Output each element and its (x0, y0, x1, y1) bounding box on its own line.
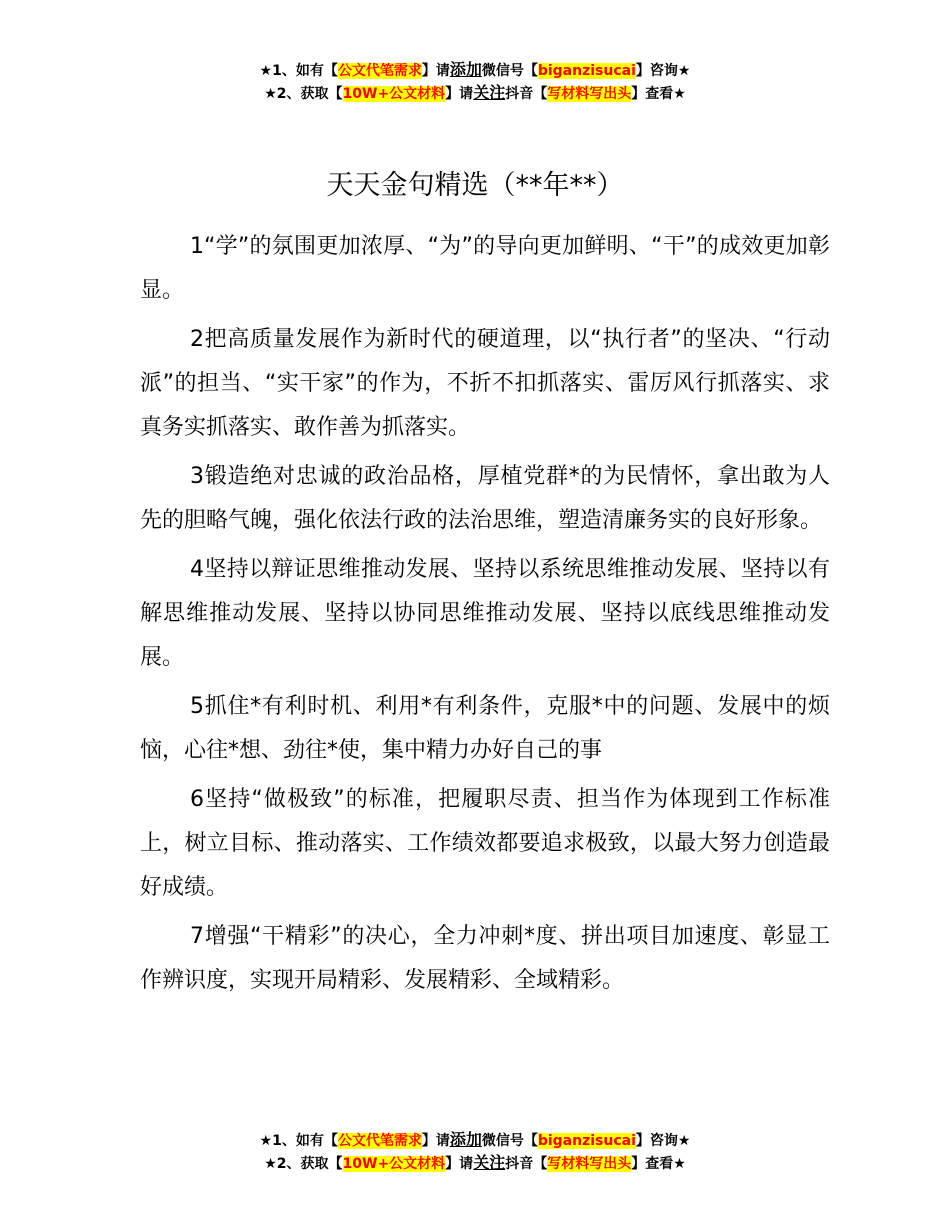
paragraph-7: 7增强“干精彩”的决心，全力冲刺*度、拼出项目加速度、彰显工作辨识度，实现开局精彩、发展精彩、全域精彩。 (140, 924, 830, 993)
banner-highlight: 公文代笔需求 (337, 1133, 422, 1149)
footer-line-1 (0, 1129, 950, 1152)
banner-text: 】咨询★ (635, 1133, 691, 1149)
banner-text: ★2、获取【 (264, 86, 343, 102)
banner-highlight: 写材料写出头 (547, 86, 632, 102)
banner-text: 微信号【 (481, 63, 538, 79)
banner-underlined-text: 关注 (473, 1153, 506, 1172)
banner-highlight: 写材料写出头 (547, 1156, 632, 1172)
paragraph-5: 5抓住*有利时机、利用*有利条件，克服*中的问题、发展中的烦恼，心往*想、劲往*使，集中精力办好自己的事 (140, 694, 830, 763)
banner-text: 】请 (445, 1156, 474, 1172)
footer-line-2 (0, 1152, 950, 1175)
banner-text: 】请 (421, 63, 450, 79)
banner-line-1 (0, 59, 950, 82)
banner-underlined-text: 添加 (449, 1130, 482, 1149)
banner-text: 】查看★ (631, 86, 686, 102)
document-body (140, 225, 830, 1008)
banner-text: ★1、如有【 (259, 63, 338, 79)
banner-highlight: biganzisucai (537, 1133, 636, 1149)
banner-text: 】请 (445, 86, 474, 102)
banner-text: 】请 (421, 1133, 450, 1149)
banner-text: 抖音【 (505, 86, 548, 102)
footer-banner (0, 1129, 950, 1175)
banner-highlight: 公文代笔需求 (337, 63, 422, 79)
banner-text: 】查看★ (631, 1156, 686, 1172)
paragraph-1: 1“学”的氛围更加浓厚、“为”的导向更加鲜明、“干”的成效更加彰显。 (140, 234, 830, 303)
banner-text: 抖音【 (505, 1156, 548, 1172)
paragraph-6: 6坚持“做极致”的标准，把履职尽责、担当作为体现到工作标准上，树立目标、推动落实、工作绩效都要追求极致，以最大努力创造最好成绩。 (140, 787, 830, 900)
banner-line-2 (0, 82, 950, 105)
paragraph-2: 2把高质量发展作为新时代的硬道理，以“执行者”的坚决、“行动派”的担当、“实干家”的作为，不折不扣抓落实、雷厉风行抓落实、求真务实抓落实、敢作善为抓落实。 (140, 327, 830, 440)
banner-underlined-text: 关注 (473, 83, 506, 102)
banner-text: ★1、如有【 (259, 1133, 338, 1149)
paragraph-3: 3锻造绝对忠诚的政治品格，厚植党群*的为民情怀，拿出敢为人先的胆略气魄，强化依法行政的法治思维，塑造清廉务实的良好形象。 (140, 464, 830, 533)
paragraph-4: 4坚持以辩证思维推动发展、坚持以系统思维推动发展、坚持以有解思维推动发展、坚持以协同思维推动发展、坚持以底线思维推动发展。 (140, 557, 830, 670)
banner-text: 】咨询★ (635, 63, 691, 79)
banner-highlight: biganzisucai (537, 63, 636, 79)
banner-highlight: 10W+公文材料 (342, 86, 446, 102)
header-banner (0, 59, 950, 105)
document-title: 天天金句精选（**年**） (326, 170, 624, 201)
banner-text: ★2、获取【 (264, 1156, 343, 1172)
banner-underlined-text: 添加 (449, 60, 482, 79)
banner-text: 微信号【 (481, 1133, 538, 1149)
banner-highlight: 10W+公文材料 (342, 1156, 446, 1172)
